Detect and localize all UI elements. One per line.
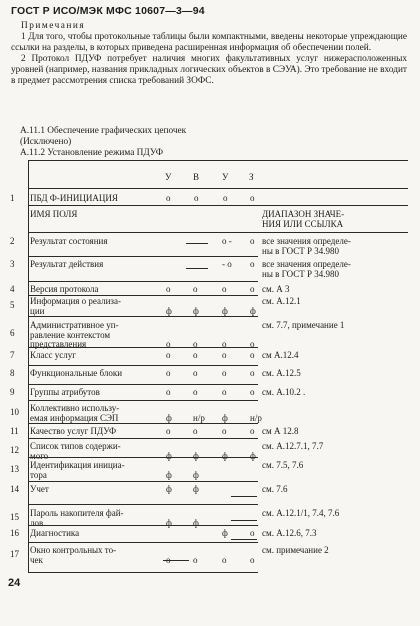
cell-value-u: о [166, 426, 171, 436]
cell-value-v: ф [193, 305, 199, 316]
cell-value-v: о [193, 426, 198, 436]
cell-value-v: ф [193, 484, 199, 494]
row-border [28, 504, 258, 505]
row-number: 7 [10, 350, 15, 360]
cell-value-y: о [222, 368, 227, 378]
cell-value-y: о [222, 426, 227, 436]
field-name: ции [30, 305, 45, 316]
cell-value-z: о [250, 339, 255, 350]
row-border [28, 542, 258, 543]
pdu-value: о [194, 193, 199, 203]
field-name: Класс услуг [30, 350, 76, 360]
row-number: 12 [10, 445, 19, 455]
reference: см А.12.4 [262, 350, 299, 360]
section-a11-1: А.11.1 Обеспечение графических цепочек [20, 126, 187, 136]
field-name: лов [30, 517, 44, 528]
reference: см. А.12.5 [262, 368, 301, 378]
notes-title: Примечания [21, 21, 86, 31]
cell-value-z: о [250, 554, 255, 565]
cell-value-z: о [250, 236, 255, 246]
section-a11-2: А.11.2 Установление режима ПДУФ [20, 148, 164, 158]
row-border [28, 572, 258, 573]
field-name: представления [30, 339, 87, 350]
row-border [28, 457, 258, 458]
cell-value-v: о [193, 368, 198, 378]
reference: см. 7.7, примечание 1 [262, 320, 345, 330]
field-name: Результат действия [30, 259, 104, 269]
field-name: Список типов содержи- [30, 441, 121, 451]
row-number: 1 [10, 193, 15, 203]
empty-cell-dash [231, 539, 257, 540]
cell-value-y: ф [222, 528, 228, 538]
field-name: Результат состояния [30, 236, 108, 246]
pdu-value: о [223, 193, 228, 203]
field-name: Качество услуг ПДУФ [30, 426, 117, 436]
cell-value-y: ф [222, 412, 228, 423]
field-name: Пароль накопителя фай- [30, 508, 124, 518]
column-header: В [193, 172, 200, 182]
empty-cell-dash [186, 243, 208, 244]
reference: см. А 3 [262, 284, 290, 294]
row-border [28, 347, 258, 348]
cell-value-y: - о [222, 259, 232, 269]
reference: см. А.12.1 [262, 296, 301, 306]
row-number: 4 [10, 284, 15, 294]
field-name: Версия протокола [30, 284, 99, 294]
reference: все значения определе- [262, 236, 351, 246]
field-name: мого [30, 450, 49, 461]
field-name: Окно контрольных то- [30, 545, 117, 555]
range-header: НИЯ ИЛИ ССЫЛКА [262, 219, 344, 229]
row-number: 13 [10, 464, 19, 474]
row-number: 15 [10, 512, 19, 522]
cell-value-v: о [193, 387, 198, 397]
row-border [28, 384, 258, 385]
field-name: Учет [30, 484, 49, 494]
field-name: Функциональные блоки [30, 368, 123, 378]
cell-value-z: н/р [250, 412, 262, 423]
row-number: 17 [10, 549, 19, 559]
cell-value-v: о [193, 284, 198, 294]
cell-value-z: о [250, 387, 255, 397]
row-number: 9 [10, 387, 15, 397]
row-number: 11 [10, 426, 19, 436]
row-border [28, 316, 258, 317]
cell-value-y: ф [222, 305, 228, 316]
field-name: емая информация СЭП [30, 412, 119, 423]
field-name: равление контекстом [30, 329, 111, 340]
row-border [28, 438, 258, 439]
pdu-value: о [166, 193, 171, 203]
cell-value-v: о [193, 339, 198, 350]
cell-value-z: ф [250, 305, 256, 316]
cell-value-z: о [250, 426, 255, 436]
empty-cell-dash [163, 560, 189, 561]
cell-value-v: ф [193, 517, 199, 528]
cell-value-y: о [222, 387, 227, 397]
row-number: 2 [10, 236, 15, 246]
reference: см. 7.5, 7.6 [262, 460, 304, 470]
empty-cell-dash [186, 268, 208, 269]
row-number: 8 [10, 368, 15, 378]
reference: см. 7.6 [262, 484, 288, 494]
cell-value-z: о [250, 528, 255, 538]
field-name: Административное уп- [30, 320, 119, 330]
document-header: ГОСТ Р ИСО/МЭК МФС 10607—3—94 [11, 5, 205, 17]
row-border [28, 423, 258, 424]
row-number: 6 [10, 328, 15, 338]
reference: см. А.12.7.1, 7.7 [262, 441, 324, 451]
row-number: 10 [10, 407, 19, 417]
empty-cell-dash [231, 520, 257, 521]
row-number: 14 [10, 484, 19, 494]
cell-value-u: о [166, 339, 171, 350]
field-name: Диагностика [30, 528, 80, 538]
cell-value-y: ф [222, 450, 228, 461]
reference: все значения определе- [262, 259, 351, 269]
empty-cell-dash [231, 496, 257, 497]
reference: ны в ГОСТ Р 34.980 [262, 245, 339, 256]
field-name: чек [30, 554, 43, 565]
cell-value-v: о [193, 554, 198, 565]
cell-value-z: о [250, 259, 255, 269]
row-number: 16 [10, 528, 19, 538]
header-bottom-border [28, 188, 408, 189]
column-header: У [222, 172, 229, 182]
field-name: Группы атрибутов [30, 387, 100, 397]
cell-value-u: ф [166, 305, 172, 316]
cell-value-z: о [250, 368, 255, 378]
reference: см. А.12.6, 7.3 [262, 528, 317, 538]
cell-value-y: о [222, 350, 227, 360]
cell-value-z: о [250, 284, 255, 294]
range-header: ДИАПАЗОН ЗНАЧЕ- [262, 209, 345, 219]
field-header-bottom-border [28, 232, 408, 233]
cell-value-v: ф [193, 450, 199, 461]
cell-value-u: ф [166, 412, 172, 423]
cell-value-u: о [166, 387, 171, 397]
cell-value-u: о [166, 554, 171, 565]
field-name-header: ИМЯ ПОЛЯ [30, 209, 78, 219]
cell-value-u: о [166, 368, 171, 378]
field-name: Коллективно использу- [30, 403, 120, 413]
cell-value-z: ф [250, 450, 256, 461]
reference: см. А.12.1/1, 7.4, 7.6 [262, 508, 340, 518]
row-border [28, 481, 258, 482]
cell-value-y: о [222, 554, 227, 565]
cell-value-y: о [222, 339, 227, 350]
reference: см А 12.8 [262, 426, 299, 436]
cell-value-u: о [166, 350, 171, 360]
row-border [28, 281, 258, 282]
note-2: 2 Протокол ПДУФ потребует наличия многих факультативных услуг нижерасположенных уровней (например, названия прикладных логических объектов в СЭУА). Это требование не входит в предмет рассмотрения списка требований ЗОФС. [11, 54, 407, 86]
cell-value-y: о [222, 284, 227, 294]
row-number: 5 [10, 300, 15, 310]
column-header: У [165, 172, 172, 182]
table-left-border [28, 160, 29, 572]
pdu-name: ПБД Ф-ИНИЦИАЦИЯ [30, 193, 118, 203]
pdu-value: о [250, 193, 255, 203]
cell-value-v: ф [193, 469, 199, 480]
reference: см. А.10.2 . [262, 387, 306, 397]
cell-value-z: о [250, 350, 255, 360]
column-header: З [249, 172, 254, 182]
pdu-bottom-border [28, 205, 408, 206]
row-border [28, 365, 258, 366]
note-1: 1 Для того, чтобы протокольные таблицы были компактными, введены некоторые упреждающие ссылки на разделы, в которых приведена расширенная информация об обеспечении полей. [11, 32, 407, 53]
row-border [28, 256, 258, 257]
table-top-border [28, 160, 408, 161]
field-name: тора [30, 469, 47, 480]
reference: см. примечание 2 [262, 545, 329, 555]
row-border [28, 400, 258, 401]
field-name: Идентификация инициа- [30, 460, 125, 470]
reference: ны в ГОСТ Р 34.980 [262, 268, 339, 279]
cell-value-y: о - [222, 236, 232, 246]
section-a11-1-note: (Исключено) [20, 137, 72, 147]
cell-value-u: ф [166, 450, 172, 461]
cell-value-u: ф [166, 517, 172, 528]
page-number: 24 [8, 577, 21, 589]
cell-value-v: о [193, 350, 198, 360]
cell-value-u: ф [166, 484, 172, 494]
cell-value-v: н/р [193, 412, 205, 423]
row-border [28, 525, 258, 526]
row-number: 3 [10, 259, 15, 269]
field-name: Информация о реализа- [30, 296, 121, 306]
cell-value-u: ф [166, 469, 172, 480]
cell-value-u: о [166, 284, 171, 294]
